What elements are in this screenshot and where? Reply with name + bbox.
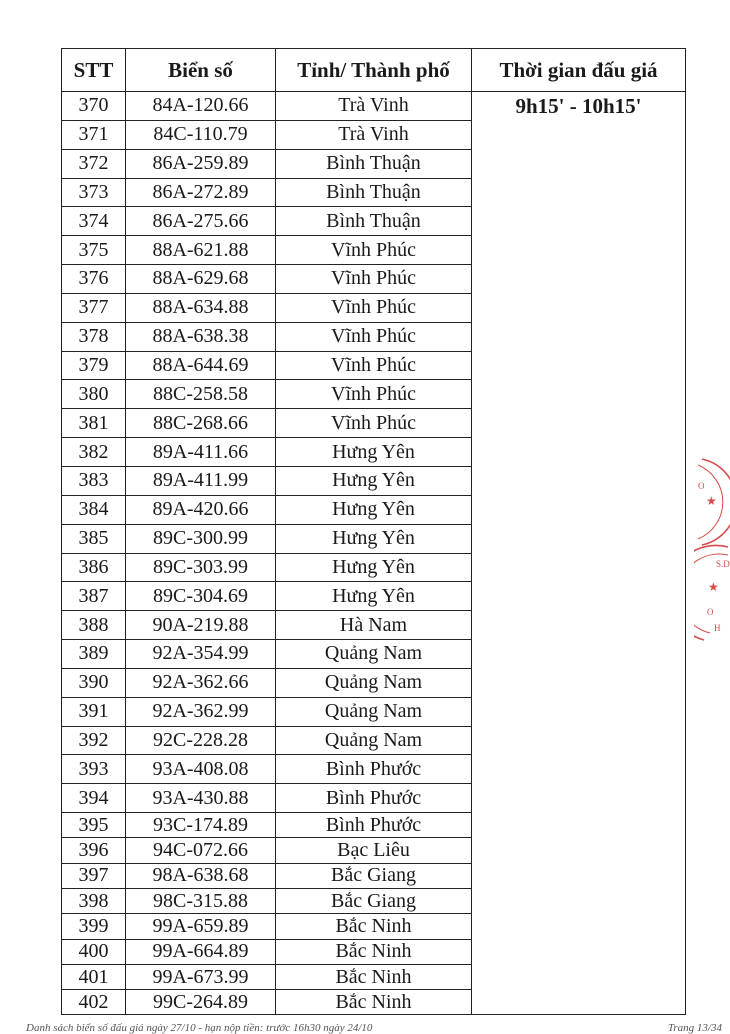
row-plate: 88C-258.58	[126, 380, 276, 409]
page-footer	[26, 1022, 722, 1034]
row-plate: 94C-072.66	[126, 838, 276, 863]
row-stt: 389	[62, 640, 126, 669]
row-stt: 371	[62, 120, 126, 149]
row-stt: 391	[62, 697, 126, 726]
row-plate: 99A-659.89	[126, 914, 276, 939]
row-stt: 375	[62, 236, 126, 265]
page-number: Trang 13/34	[667, 1022, 722, 1034]
footer-note: Danh sách biển số đấu giá ngày 27/10 - hạn nộp tiền: trước 16h30 ngày 24/10	[26, 1022, 373, 1034]
row-plate: 98A-638.68	[126, 863, 276, 888]
row-province: Hưng Yên	[276, 466, 472, 495]
row-province: Bắc Giang	[276, 888, 472, 913]
svg-text:★: ★	[706, 494, 717, 508]
row-stt: 372	[62, 149, 126, 178]
row-province: Vĩnh Phúc	[276, 265, 472, 294]
header-stt: STT	[62, 49, 126, 92]
svg-text:★: ★	[708, 580, 719, 594]
license-plate-table	[61, 48, 686, 1015]
row-plate: 88C-268.66	[126, 409, 276, 438]
row-stt: 384	[62, 495, 126, 524]
row-province: Bạc Liêu	[276, 838, 472, 863]
row-plate: 92A-362.99	[126, 697, 276, 726]
row-province: Bắc Ninh	[276, 990, 472, 1015]
svg-text:S.D: S.D	[716, 559, 730, 569]
row-stt: 398	[62, 888, 126, 913]
row-province: Vĩnh Phúc	[276, 351, 472, 380]
row-plate: 92A-362.66	[126, 668, 276, 697]
row-stt: 379	[62, 351, 126, 380]
row-plate: 90A-219.88	[126, 611, 276, 640]
row-province: Bình Thuận	[276, 207, 472, 236]
row-stt: 395	[62, 813, 126, 838]
row-plate: 93A-430.88	[126, 784, 276, 813]
header-plate: Biển số	[126, 49, 276, 92]
row-plate: 88A-638.38	[126, 322, 276, 351]
row-plate: 99A-664.89	[126, 939, 276, 964]
row-province: Bắc Ninh	[276, 914, 472, 939]
row-province: Trà Vinh	[276, 120, 472, 149]
row-stt: 390	[62, 668, 126, 697]
row-stt: 385	[62, 524, 126, 553]
row-stt: 401	[62, 964, 126, 989]
row-stt: 393	[62, 755, 126, 784]
row-plate: 86A-259.89	[126, 149, 276, 178]
row-plate: 86A-272.89	[126, 178, 276, 207]
header-auction-time: Thời gian đấu giá	[472, 49, 686, 92]
row-plate: 89A-420.66	[126, 495, 276, 524]
row-plate: 99A-673.99	[126, 964, 276, 989]
row-province: Bình Phước	[276, 784, 472, 813]
row-stt: 396	[62, 838, 126, 863]
row-province: Bình Thuận	[276, 178, 472, 207]
row-plate: 88A-644.69	[126, 351, 276, 380]
row-plate: 89C-304.69	[126, 582, 276, 611]
row-plate: 84A-120.66	[126, 92, 276, 121]
red-seal-stamp	[694, 455, 730, 655]
row-province: Hà Nam	[276, 611, 472, 640]
row-plate: 88A-634.88	[126, 293, 276, 322]
row-plate: 92C-228.28	[126, 726, 276, 755]
row-province: Bình Thuận	[276, 149, 472, 178]
row-stt: 373	[62, 178, 126, 207]
auction-time-cell: 9h15' - 10h15'	[472, 92, 686, 1015]
row-province: Vĩnh Phúc	[276, 322, 472, 351]
row-province: Quảng Nam	[276, 697, 472, 726]
row-province: Hưng Yên	[276, 524, 472, 553]
row-plate: 89A-411.66	[126, 438, 276, 467]
row-province: Hưng Yên	[276, 582, 472, 611]
row-province: Vĩnh Phúc	[276, 380, 472, 409]
row-plate: 98C-315.88	[126, 888, 276, 913]
row-stt: 377	[62, 293, 126, 322]
row-stt: 378	[62, 322, 126, 351]
row-stt: 386	[62, 553, 126, 582]
row-stt: 388	[62, 611, 126, 640]
header-province: Tỉnh/ Thành phố	[276, 49, 472, 92]
table-body	[62, 92, 686, 1015]
row-plate: 89C-303.99	[126, 553, 276, 582]
row-stt: 387	[62, 582, 126, 611]
row-province: Bắc Ninh	[276, 939, 472, 964]
row-stt: 374	[62, 207, 126, 236]
row-stt: 394	[62, 784, 126, 813]
row-plate: 99C-264.89	[126, 990, 276, 1015]
row-province: Hưng Yên	[276, 553, 472, 582]
row-province: Bình Phước	[276, 755, 472, 784]
row-stt: 383	[62, 466, 126, 495]
row-stt: 376	[62, 265, 126, 294]
row-province: Bắc Ninh	[276, 964, 472, 989]
svg-text:H: H	[714, 623, 721, 633]
row-stt: 402	[62, 990, 126, 1015]
row-stt: 381	[62, 409, 126, 438]
row-stt: 400	[62, 939, 126, 964]
row-stt: 382	[62, 438, 126, 467]
row-province: Vĩnh Phúc	[276, 236, 472, 265]
svg-text:O: O	[698, 481, 705, 491]
row-plate: 84C-110.79	[126, 120, 276, 149]
row-plate: 88A-621.88	[126, 236, 276, 265]
row-stt: 370	[62, 92, 126, 121]
row-plate: 93A-408.08	[126, 755, 276, 784]
row-plate: 92A-354.99	[126, 640, 276, 669]
row-province: Vĩnh Phúc	[276, 409, 472, 438]
row-plate: 93C-174.89	[126, 813, 276, 838]
table-header-row	[62, 49, 686, 92]
row-province: Hưng Yên	[276, 495, 472, 524]
row-plate: 89C-300.99	[126, 524, 276, 553]
row-plate: 88A-629.68	[126, 265, 276, 294]
row-plate: 86A-275.66	[126, 207, 276, 236]
row-stt: 392	[62, 726, 126, 755]
row-stt: 380	[62, 380, 126, 409]
row-province: Vĩnh Phúc	[276, 293, 472, 322]
row-province: Trà Vinh	[276, 92, 472, 121]
row-province: Hưng Yên	[276, 438, 472, 467]
row-province: Quảng Nam	[276, 640, 472, 669]
row-province: Bắc Giang	[276, 863, 472, 888]
row-plate: 89A-411.99	[126, 466, 276, 495]
row-province: Quảng Nam	[276, 668, 472, 697]
row-stt: 399	[62, 914, 126, 939]
table-row	[62, 92, 686, 121]
row-province: Bình Phước	[276, 813, 472, 838]
row-stt: 397	[62, 863, 126, 888]
row-province: Quảng Nam	[276, 726, 472, 755]
svg-text:O: O	[707, 607, 714, 617]
